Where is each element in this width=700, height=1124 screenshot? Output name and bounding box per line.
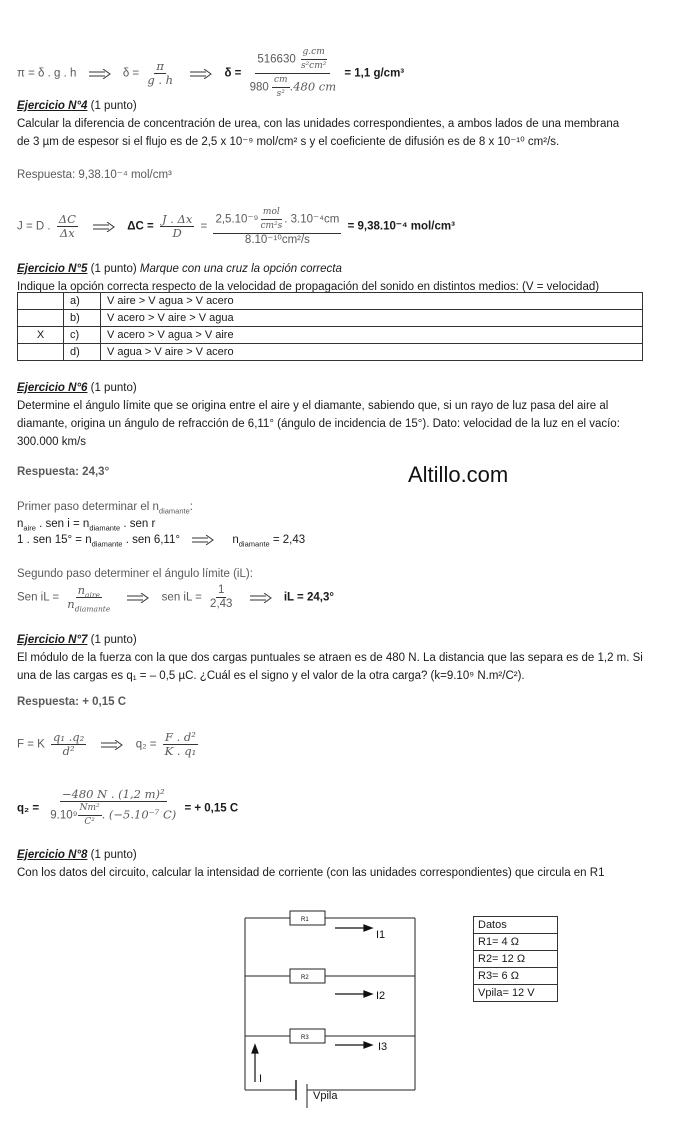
ej5-title: Ejercicio N°5 [17, 263, 88, 275]
ej6-limit-angle: Sen iL = $\frac{n_{aire}}{n_{diamante}}$ sen iL = $\frac{1}{2,43}$ iL = 24,3° [17, 583, 334, 614]
watermark: Altillo.com [408, 462, 509, 487]
ej4-line2: de 3 µm de espesor si el flujo es de 2,5 x 10⁻⁹ mol/cm² s y el coeficiente de difusión es de 8 x 10⁻¹⁰ cm²/s. [17, 136, 560, 148]
ej4-line1: Calcular la diferencia de concentración de urea, con las unidades correspondientes, a ambos lados de una membrana [17, 118, 620, 130]
ej5-question: Indique la opción correcta respecto de la velocidad de propagación del sonido en distintos medios: (V = velocidad) [17, 281, 600, 293]
ej7-line1: El módulo de la fuerza con la que dos cargas puntuales se atraen es de 480 N. La distancia que las separa es de 1,2 m. Si [17, 652, 643, 664]
ej6-snell-calc: 1 . sen $15^\circ = n_{diamante}$ . sen 6,11° $n_{diamante} = 2,43$ [17, 534, 306, 549]
option-mark: X [18, 327, 64, 344]
i-label: I [259, 1073, 263, 1085]
ej6-line1: Determine el ángulo límite que se origina entre el aire y el diamante, sabiendo que, si un rayo de luz pasa del aire al [17, 400, 609, 412]
ej7-line2: una de las cargas es q₁ = – 0,5 µC. ¿Cuál es el signo y el valor de la otra carga? (k=9.10⁹ N.m²/C²). [17, 670, 525, 682]
ej6-line2: diamante, origina un ángulo de refracción de 6,11° (ángulo de incidencia de 15°). Dato: velocidad de la luz en el vacío: [17, 418, 620, 430]
ej7-block: Ejercicio N°7 (1 punto) El módulo de la fuerza con la que dos cargas puntuales se atraen es de 480 N. La distancia que las separa es de 1,2 m. Si una de las cargas es q₁ = – 0,5 µC. ¿Cuál es el signo y el valor de la otra carga? (k=9.10⁹ N.m²/C²). [17, 631, 697, 685]
option-letter: b) [64, 310, 101, 327]
ej8-block: Ejercicio N°8 (1 punto) Con los datos del circuito, calcular la intensidad de corriente (con las unidades correspondientes) que circula en R1 [17, 846, 697, 882]
option-letter: a) [64, 293, 101, 310]
r3-label: R3 [301, 1035, 309, 1041]
ej6-answer: Respuesta: 24,3° [17, 466, 110, 478]
pi-over-gh: $\frac{\pi}{g . h}$ [147, 59, 174, 87]
option-text: V acero > V agua > V aire [101, 327, 643, 344]
ej7-formula: F = K $\frac{\text{q₁ .q₂}}{\text{d²}}$ q₂ = $\frac{\text{F . d²}}{\text{K . q₁}}$ [17, 730, 197, 758]
ej7-calc: q₂ = −480 N . (1,2 m)² 9.10⁹ $\frac{\text{Nm²}}{\text{C²}}$ . (−5.10⁻⁷ C) = + 0,15 C [17, 787, 239, 827]
i2-label: I2 [376, 990, 386, 1002]
eq-pressure-lhs: π = δ . g . h δ = $\frac{\pi}{g . h}$ δ = 516630 $\frac{g.cm}{\text{s²cm²}}$ 980 $\frac{cm}{\text{s²}}$ .480 cm = 1,1 g/cm³ [17, 47, 405, 99]
datos-cell: Vpila= 12 V [474, 985, 558, 1002]
ej6-step1: Primer paso determinar el $n_{diamante}$: [17, 501, 193, 516]
ej4-formula: J = D . $\frac{\Delta C}{\Delta x}$ ΔC = $\frac{J . \Delta x}{D}$ = 2,5.10⁻⁹ $\frac{\text{mol}}{\text{cm²s}}$ . 3.10⁻⁴cm 8.10⁻¹⁰cm²/s = 9,38.10⁻⁴ mol/cm³ [17, 207, 455, 246]
ej4-calc-fraction: 2,5.10⁻⁹ $\frac{\text{mol}}{\text{cm²s}}$ . 3.10⁻⁴cm 8.10⁻¹⁰cm²/s [215, 207, 340, 246]
ej4-block: Ejercicio N°4 (1 punto) Calcular la diferencia de concentración de urea, con las unidades correspondientes, a ambos lados de una membrana de 3 µm de espesor si el flujo es de 2,5 x 10⁻⁹ mol/cm² s y el coeficiente de difusión es de 8 x 10⁻¹⁰ cm²/s. [17, 97, 697, 151]
i3-label: I3 [378, 1041, 388, 1053]
ej6-block: Ejercicio N°6 (1 punto) Determine el ángulo límite que se origina entre el aire y el diamante, sabiendo que, si un rayo de luz pasa del aire al diamante, origina un ángulo de refracción de 6,11° (ángulo de incidencia de 15°). Dato: velocidad de la luz en el vacío: 300.000 km/s [17, 379, 697, 451]
ej6-snell: $n_{aire}$ . sen $i = n_{diamante}$ . sen r [17, 518, 156, 533]
ej7-title: Ejercicio N°7 [17, 634, 88, 646]
ej6-step2: Segundo paso determiner el ángulo límite (iL): [17, 568, 253, 580]
ej4-title: Ejercicio N°4 [17, 100, 88, 112]
density-calc-fraction: 516630 $\frac{g.cm}{\text{s²cm²}}$ 980 $\frac{cm}{\text{s²}}$ .480 cm [249, 47, 337, 99]
datos-cell: R1= 4 Ω [474, 934, 558, 951]
datos-cell: R2= 12 Ω [474, 951, 558, 968]
datos-table [473, 916, 558, 1002]
datos-cell: R3= 6 Ω [474, 968, 558, 985]
datos-header: Datos [474, 917, 558, 934]
ej6-title: Ejercicio N°6 [17, 382, 88, 394]
ej8-line1: Con los datos del circuito, calcular la intensidad de corriente (con las unidades correspondientes) que circula en R1 [17, 867, 605, 879]
ej8-title: Ejercicio N°8 [17, 849, 88, 861]
ej7-answer: Respuesta: + 0,15 C [17, 696, 126, 708]
option-text: V agua > V aire > V acero [101, 344, 643, 361]
ej5-block: Ejercicio N°5 (1 punto) Marque con una cruz la opción correcta Indique la opción correcta respecto de la velocidad de propagación del sonido en distintos medios: (V = velocidad) [17, 260, 697, 296]
r1-label: R1 [301, 917, 309, 923]
option-text: V aire > V agua > V acero [101, 293, 643, 310]
option-letter: c) [64, 327, 101, 344]
ej4-answer: Respuesta: 9,38.10⁻⁴ mol/cm³ [17, 169, 172, 181]
i1-label: I1 [376, 929, 386, 941]
ej6-line3: 300.000 km/s [17, 436, 87, 448]
vpila-label: Vpila [313, 1090, 338, 1102]
option-letter: d) [64, 344, 101, 361]
r2-label: R2 [301, 975, 309, 981]
option-text: V acero > V aire > V agua [101, 310, 643, 327]
